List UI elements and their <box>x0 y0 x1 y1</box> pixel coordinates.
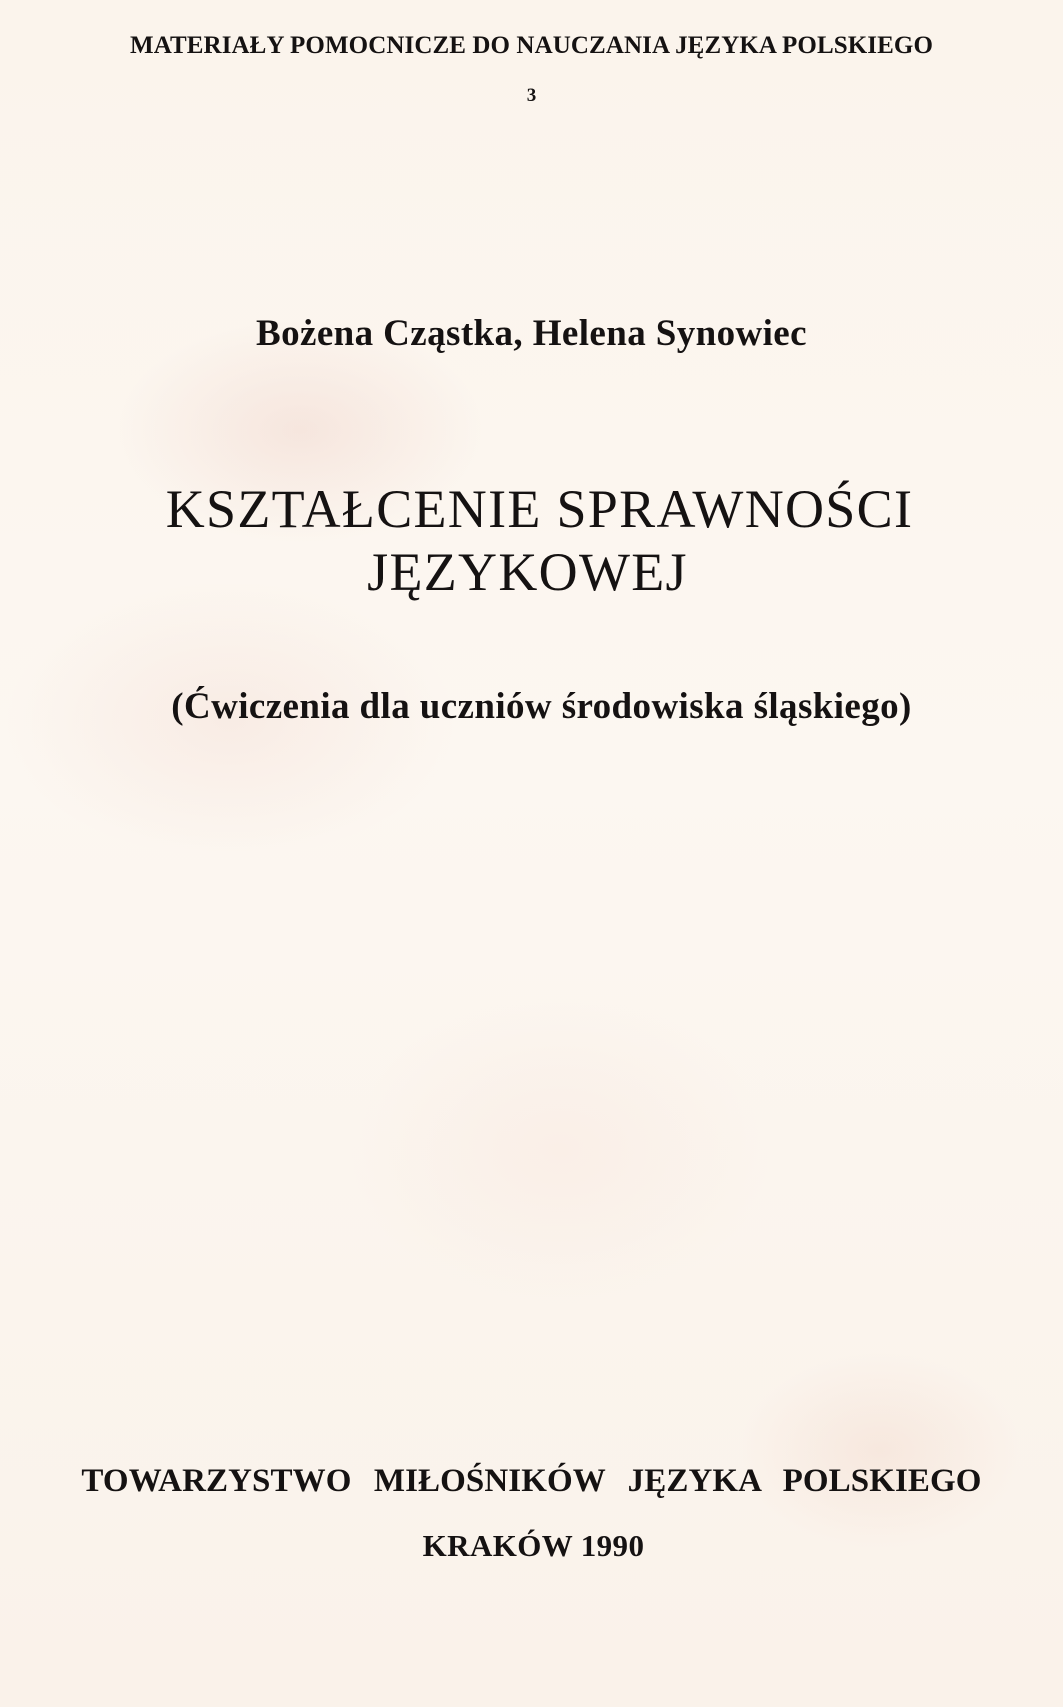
place-and-year: KRAKÓW 1990 <box>422 1528 645 1563</box>
publisher: TOWARZYSTWO MIŁOŚNIKÓW JĘZYKA POLSKIEGO <box>81 1463 982 1499</box>
series-title: MATERIAŁY POMOCNICZE DO NAUCZANIA JĘZYKA POLSKIEGO <box>130 32 933 59</box>
authors: Bożena Cząstka, Helena Synowiec <box>256 313 807 354</box>
book-subtitle: (Ćwiczenia dla uczniów środowiska śląskiego) <box>171 686 912 727</box>
series-number: 3 <box>526 85 537 106</box>
book-title-line-1: KSZTAŁCENIE SPRAWNOŚCI <box>165 479 914 539</box>
book-title-line-2: JĘZYKOWEJ <box>367 542 688 602</box>
